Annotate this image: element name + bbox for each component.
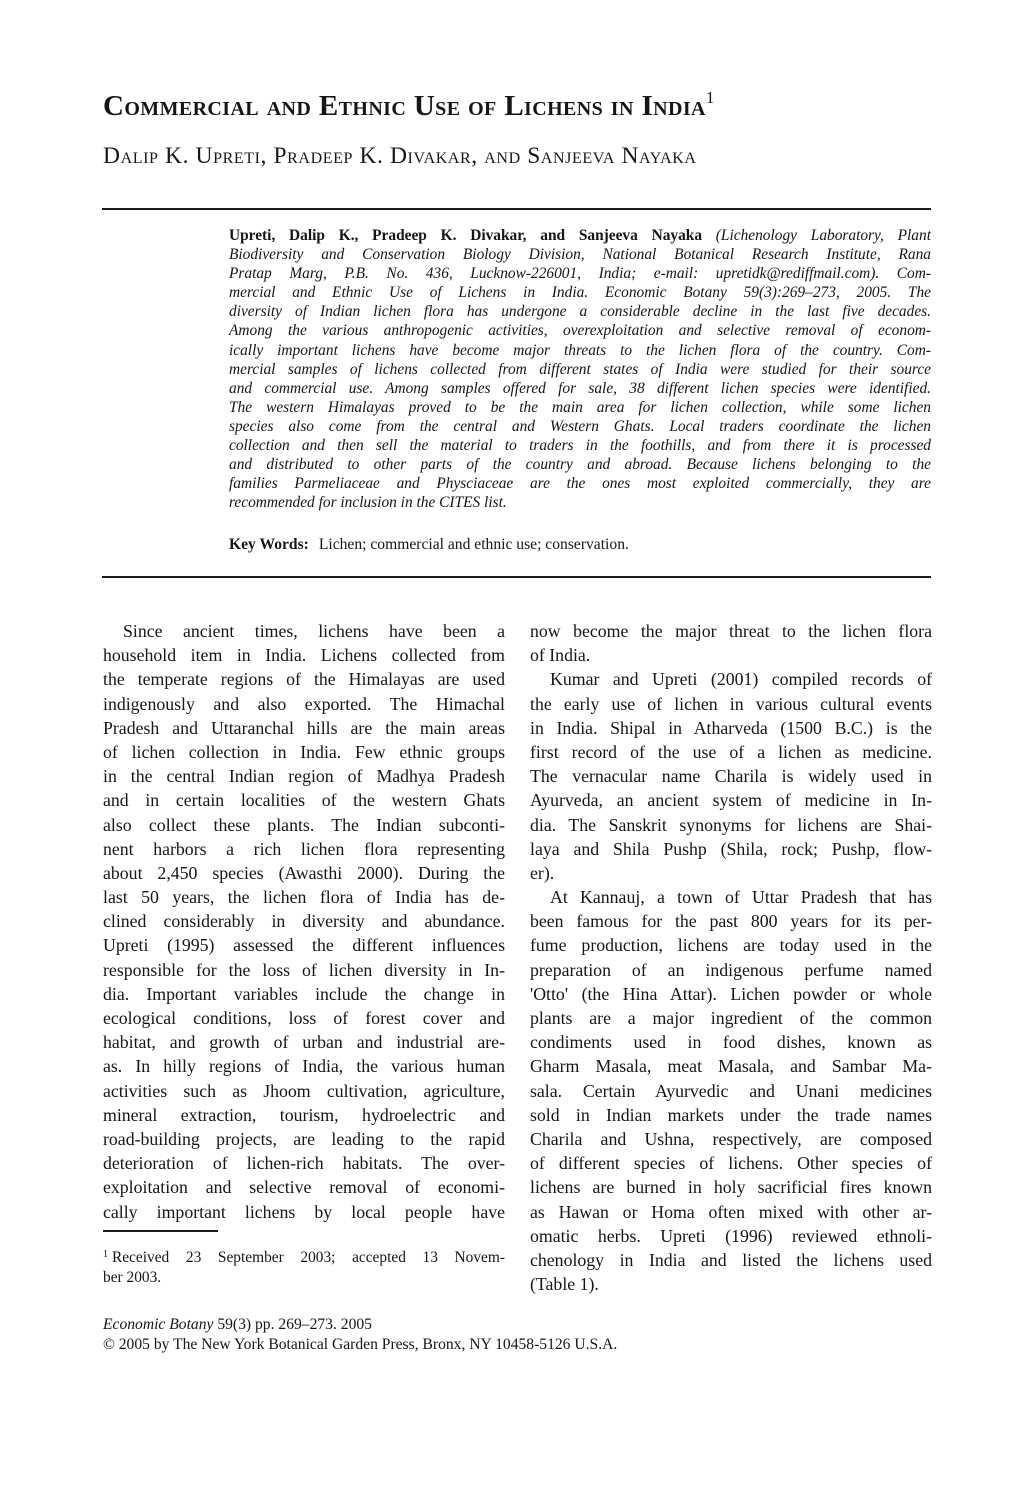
footnote-marker: 1: [103, 1249, 108, 1260]
body-line: deterioration of lichen-rich habitats. The over-: [103, 1153, 505, 1174]
journal-issue: 59(3) pp. 269–273. 2005: [217, 1316, 372, 1333]
body-line: 'Otto' (the Hina Attar). Lichen powder or whole: [530, 983, 932, 1004]
abstract-line-text: The western Himalayas proved to be the main area for lichen collection, while some lichen: [229, 398, 931, 416]
body-line: laya and Shila Pushp (Shila, rock; Pushp, flow-: [530, 838, 932, 859]
body-line: indigenously and also exported. The Himachal: [103, 693, 505, 714]
body-line: Gharm Masala, meat Masala, and Sambar Ma-: [530, 1056, 932, 1077]
abstract-block: [229, 226, 931, 512]
keywords-label: Key Words:: [229, 536, 309, 553]
abstract-line: [229, 493, 931, 512]
body-line: about 2,450 species (Awasthi 2000). During the: [103, 862, 505, 883]
footnote-text: Received 23 September 2003; accepted 13 Novem-: [112, 1249, 505, 1266]
body-line: in India. Shipal in Atharveda (1500 B.C.) is the: [530, 717, 932, 738]
abstract-line-text: species also come from the central and Western Ghats. Local traders coordinate the lichen: [229, 417, 931, 435]
abstract-line: [229, 321, 931, 340]
article-title-text: Commercial and Ethnic Use of Lichens in India: [103, 90, 706, 122]
abstract-line-text: mercial samples of lichens collected from different states of India were studied for their source: [229, 360, 931, 378]
abstract-line: [229, 283, 931, 302]
abstract-line-text: Pratap Marg, P.B. No. 436, Lucknow-226001, India; e-mail: upretidk@rediffmail.com). Com-: [229, 265, 931, 283]
keywords: [229, 536, 931, 554]
journal-citation: [103, 1315, 933, 1335]
abstract-line: [229, 264, 931, 283]
body-line: also collect these plants. The Indian subconti-: [103, 814, 505, 835]
abstract-line-text: mercial and Ethnic Use of Lichens in India. Economic Botany 59(3):269–273, 2005. The: [229, 284, 931, 302]
body-line: and in certain localities of the western Ghats: [103, 790, 505, 811]
keywords-text: Lichen; commercial and ethnic use; conservation.: [318, 536, 629, 553]
body-line: sala. Certain Ayurvedic and Unani medicines: [530, 1080, 932, 1101]
footnote-line: [103, 1245, 505, 1268]
body-line: Since ancient times, lichens have been a: [123, 621, 505, 641]
body-left-column: [103, 619, 505, 1224]
body-line: now become the major threat to the lichen flora: [530, 621, 932, 641]
body-line: cally important lichens by local people have: [103, 1201, 505, 1222]
body-line: ecological conditions, loss of forest cover and: [103, 1008, 505, 1028]
abstract-line-text: and commercial use. Among samples offered for sale, 38 different lichen species were identified.: [229, 379, 931, 397]
body-line: household item in India. Lichens collected from: [103, 645, 505, 666]
body-line: sold in Indian markets under the trade names: [530, 1104, 932, 1125]
journal-name: Economic Botany: [103, 1316, 214, 1333]
body-line: omatic herbs. Upreti (1996) reviewed ethnoli-: [530, 1225, 932, 1246]
footnote-rule: [103, 1230, 218, 1232]
article-title: [103, 88, 963, 123]
body-line: dia. Important variables include the change in: [103, 983, 505, 1004]
body-line: the early use of lichen in various cultural events: [530, 693, 932, 714]
body-line: as Hawan or Homa often mixed with other ar-: [530, 1201, 932, 1222]
body-line: lichens are burned in holy sacrificial fires known: [530, 1177, 932, 1198]
author-list: Dalip K. Upreti, Pradeep K. Divakar, and Sanjeeva Nayaka: [103, 143, 697, 169]
body-line: clined considerably in diversity and abundance.: [103, 911, 505, 932]
body-line: mineral extraction, tourism, hydroelectric and: [103, 1104, 505, 1125]
abstract-line-text: collection and then sell the material to traders in the foothills, and from there it is processed: [229, 437, 931, 455]
abstract-line-text: families Parmeliaceae and Physciaceae are the ones most exploited commercially, they are: [229, 475, 931, 493]
body-line: er).: [530, 862, 555, 883]
title-footnote-marker: 1: [705, 88, 715, 107]
body-line: At Kannauj, a town of Uttar Pradesh that has: [550, 887, 932, 908]
body-line: of lichen collection in India. Few ethnic groups: [103, 741, 505, 762]
abstract-line: [229, 226, 931, 245]
page-footer: [103, 1315, 933, 1355]
abstract-line: [229, 245, 931, 264]
body-line: fume production, lichens are today used in the: [530, 935, 932, 956]
abstract-line-text: and distributed to other parts of the country and abroad. Because lichens belonging to the: [229, 456, 931, 474]
body-line: of India.: [530, 645, 591, 666]
body-line: activities such as Jhoom cultivation, agriculture,: [103, 1080, 505, 1101]
abstract-line: [229, 436, 931, 455]
body-line: condiments used in food dishes, known as: [530, 1032, 932, 1053]
abstract-line: [229, 455, 931, 474]
body-line: habitat, and growth of urban and industrial are-: [103, 1032, 505, 1053]
body-line: the temperate regions of the Himalayas are used: [103, 669, 505, 690]
abstract-line-text: (Lichenology Laboratory, Plant: [715, 227, 931, 244]
body-line: first record of the use of a lichen as medicine.: [530, 741, 932, 762]
body-line: chenology in India and listed the lichens used: [530, 1249, 932, 1270]
body-line: road-building projects, are leading to the rapid: [103, 1128, 505, 1149]
abstract-line: [229, 474, 931, 493]
footnote-line: ber 2003.: [103, 1269, 162, 1286]
body-line: Upreti (1995) assessed the different influences: [103, 935, 505, 956]
abstract-line: [229, 379, 931, 398]
body-line: nent harbors a rich lichen flora representing: [103, 838, 505, 859]
abstract-line-text: Biodiversity and Conservation Biology Division, National Botanical Research Institute, Rana: [229, 246, 931, 264]
abstract-line: [229, 302, 931, 321]
abstract-line-text: recommended for inclusion in the CITES list.: [229, 494, 507, 512]
body-line: Kumar and Upreti (2001) compiled records of: [550, 669, 932, 690]
abstract-line-text: ically important lichens have become major threats to the lichen flora of the country. Com-: [229, 341, 931, 359]
body-line: of different species of lichens. Other species of: [530, 1153, 932, 1174]
body-right-column: [530, 619, 932, 1296]
copyright-notice: © 2005 by The New York Botanical Garden Press, Bronx, NY 10458-5126 U.S.A.: [103, 1336, 618, 1353]
abstract-authors: Upreti, Dalip K., Pradeep K. Divakar, and Sanjeeva Nayaka: [229, 227, 703, 244]
body-line: plants are a major ingredient of the common: [530, 1008, 932, 1028]
body-line: (Table 1).: [530, 1274, 599, 1295]
body-line: Pradesh and Uttaranchal hills are the main areas: [103, 717, 505, 738]
abstract-line: [229, 398, 931, 417]
body-line: The vernacular name Charila is widely used in: [530, 766, 932, 787]
body-line: been famous for the past 800 years for its per-: [530, 911, 932, 932]
abstract-line-text: diversity of Indian lichen flora has undergone a considerable decline in the last five decades.: [229, 303, 931, 321]
body-line: responsible for the loss of lichen diversity in In-: [103, 959, 505, 980]
bottom-rule: [102, 576, 931, 578]
body-line: Ayurveda, an ancient system of medicine in In-: [530, 790, 932, 811]
body-line: exploitation and selective removal of economi-: [103, 1177, 505, 1198]
body-line: last 50 years, the lichen flora of India has de-: [103, 887, 505, 908]
abstract-line: [229, 360, 931, 379]
body-line: as. In hilly regions of India, the various human: [103, 1056, 505, 1077]
abstract-line-text: Among the various anthropogenic activities, overexploitation and selective removal of econom-: [229, 322, 931, 340]
body-line: dia. The Sanskrit synonyms for lichens are Shai-: [530, 814, 932, 835]
body-line: preparation of an indigenous perfume named: [530, 959, 932, 980]
abstract-line: [229, 341, 931, 360]
body-line: Charila and Ushna, respectively, are composed: [530, 1128, 932, 1149]
abstract-line: [229, 417, 931, 436]
footnote: [103, 1245, 505, 1288]
top-rule: [102, 208, 931, 210]
body-line: in the central Indian region of Madhya Pradesh: [103, 766, 505, 787]
